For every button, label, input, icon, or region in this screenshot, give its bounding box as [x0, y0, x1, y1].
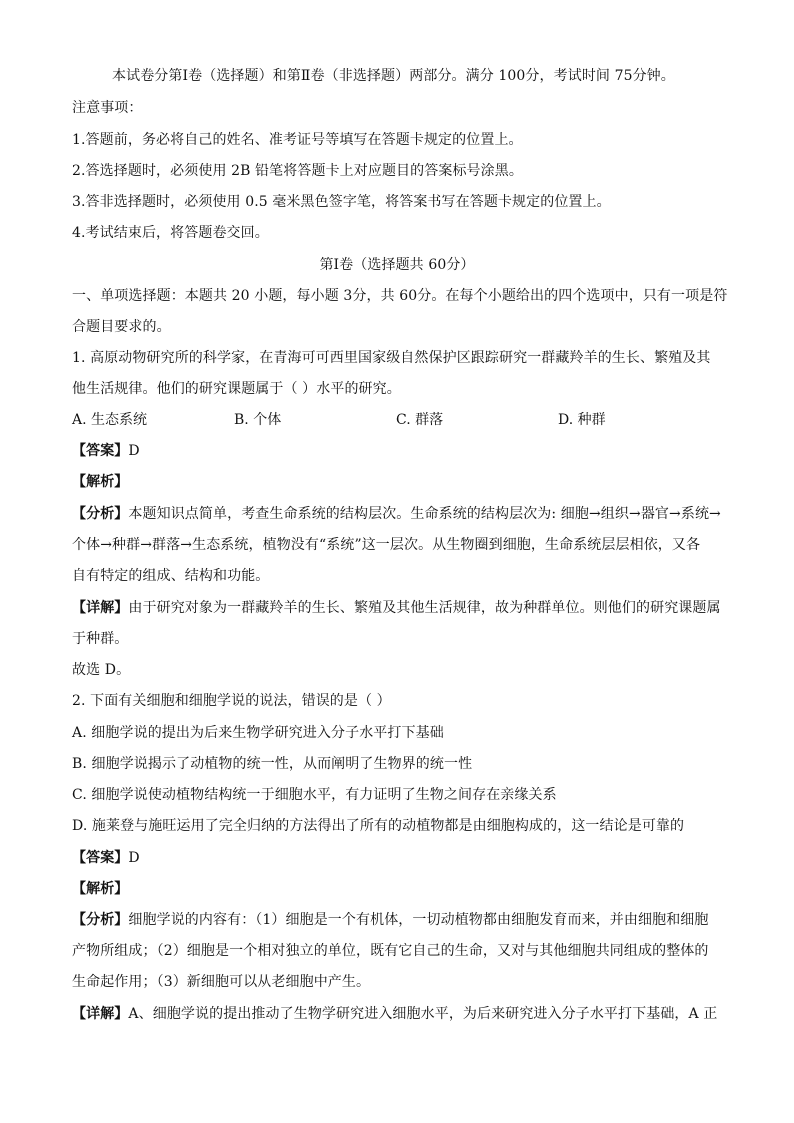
q2-fenxi-line1 [72, 910, 732, 930]
q2-analysis-tag [72, 879, 732, 899]
q2-fenxi-tag: 【分析】 [72, 912, 129, 928]
q2-option-b: B. 细胞学说揭示了动植物的统一性，从而阐明了生物界的统一性 [72, 756, 473, 772]
q1-fenxi-text1: 本题知识点简单，考查生命系统的结构层次。生命系统的结构层次为: 细胞→组织→器官→系统→ [128, 506, 721, 522]
q2-answer-tag: 【答案】 [72, 850, 129, 866]
q1-option-b: B. 个体 [234, 412, 282, 428]
notice-title: 注意事项： [72, 100, 143, 116]
part-one-instructions-line1: 一、单项选择题：本题共 20 小题，每小题 3分，共 60分。在每个小题给出的四个选项中，只有一项是符 [72, 288, 728, 304]
q1-answer-tag: 【答案】 [72, 443, 129, 459]
q2-xiangjie-text1: A、细胞学说的提出推动了生物学研究进入细胞水平，为后来研究进入分子水平打下基础，A 正 [128, 1006, 718, 1022]
q1-conclusion: 故选 D。 [72, 662, 131, 678]
q1-fenxi-line2: 个体→种群→群落→生态系统，植物没有“系统”这一层次。从生物圈到细胞，生命系统层层相依，又各 [72, 537, 701, 553]
q1-fenxi-line1 [72, 504, 732, 524]
q2-option-c: C. 细胞学说使动植物结构统一于细胞水平，有力证明了生物之间存在亲缘关系 [72, 787, 557, 803]
q1-option-a: A. 生态系统 [72, 412, 148, 428]
q1-analysis-tag [72, 472, 732, 492]
q1-xiangjie-text1: 由于研究对象为一群藏羚羊的生长、繁殖及其他生活规律，故为种群单位。则他们的研究课题属 [128, 600, 721, 616]
q1-fenxi-line3: 自有特定的组成、结构和功能。 [72, 568, 270, 584]
section-title: 第Ⅰ卷（选择题共 60分） [319, 257, 475, 273]
notice-item-2: 2.答选择题时，必须使用 2B 铅笔将答题卡上对应题目的答案标号涂黑。 [72, 163, 523, 179]
q1-option-c: C. 群落 [396, 412, 444, 428]
q1-answer-value: D [128, 443, 140, 459]
q1-xiangjie-tag: 【详解】 [72, 600, 129, 616]
q1-fenxi-tag: 【分析】 [72, 506, 129, 522]
q1-options [72, 410, 732, 430]
q2-fenxi-line3: 生命起作用；（3）新细胞可以从老细胞中产生。 [72, 974, 371, 990]
q2-option-a: A. 细胞学说的提出为后来生物学研究进入分子水平打下基础 [72, 725, 444, 741]
q2-option-d: D. 施莱登与施旺运用了完全归纳的方法得出了所有的动植物都是由细胞构成的，这一结论是可靠的 [72, 818, 685, 834]
q2-fenxi-line2: 产物所组成；（2）细胞是一个相对独立的单位，既有它自己的生命，又对与其他细胞共同组成的整体的 [72, 943, 709, 959]
q1-xiangjie-line2: 于种群。 [72, 631, 129, 647]
intro-text: 本试卷分第Ⅰ卷（选择题）和第Ⅱ卷（非选择题）两部分。满分 100分，考试时间 75分钟。 [112, 68, 675, 84]
q2-answer-line [72, 848, 732, 868]
q2-xiangjie-line1 [72, 1004, 732, 1024]
q2-analysis-label: 【解析】 [72, 881, 129, 897]
q2-answer-value: D [128, 850, 140, 866]
q1-option-d: D. 种群 [558, 412, 606, 428]
notice-item-4: 4.考试结束后，将答题卷交回。 [72, 225, 269, 241]
notice-item-3: 3.答非选择题时，必须使用 0.5 毫米黑色签字笔，将答案书写在答题卡规定的位置上。 [72, 194, 611, 210]
q1-stem-line1: 1. 高原动物研究所的科学家，在青海可可西里国家级自然保护区跟踪研究一群藏羚羊的生长、繁殖及其 [72, 350, 711, 366]
q2-xiangjie-tag: 【详解】 [72, 1006, 129, 1022]
notice-item-1: 1.答题前，务必将自己的姓名、准考证号等填写在答题卡规定的位置上。 [72, 132, 523, 148]
q2-stem: 2. 下面有关细胞和细胞学说的说法，错误的是（ ） [72, 693, 391, 709]
q1-answer-line [72, 441, 732, 461]
q2-fenxi-text1: 细胞学说的内容有：（1）细胞是一个有机体，一切动植物都由细胞发育而来，并由细胞和细胞 [128, 912, 709, 928]
q1-analysis-label: 【解析】 [72, 474, 129, 490]
part-one-instructions-line2: 合题目要求的。 [72, 319, 171, 335]
q1-stem-line2: 他生活规律。他们的研究课题属于（ ）水平的研究。 [72, 381, 401, 397]
q1-xiangjie-line1 [72, 598, 732, 618]
